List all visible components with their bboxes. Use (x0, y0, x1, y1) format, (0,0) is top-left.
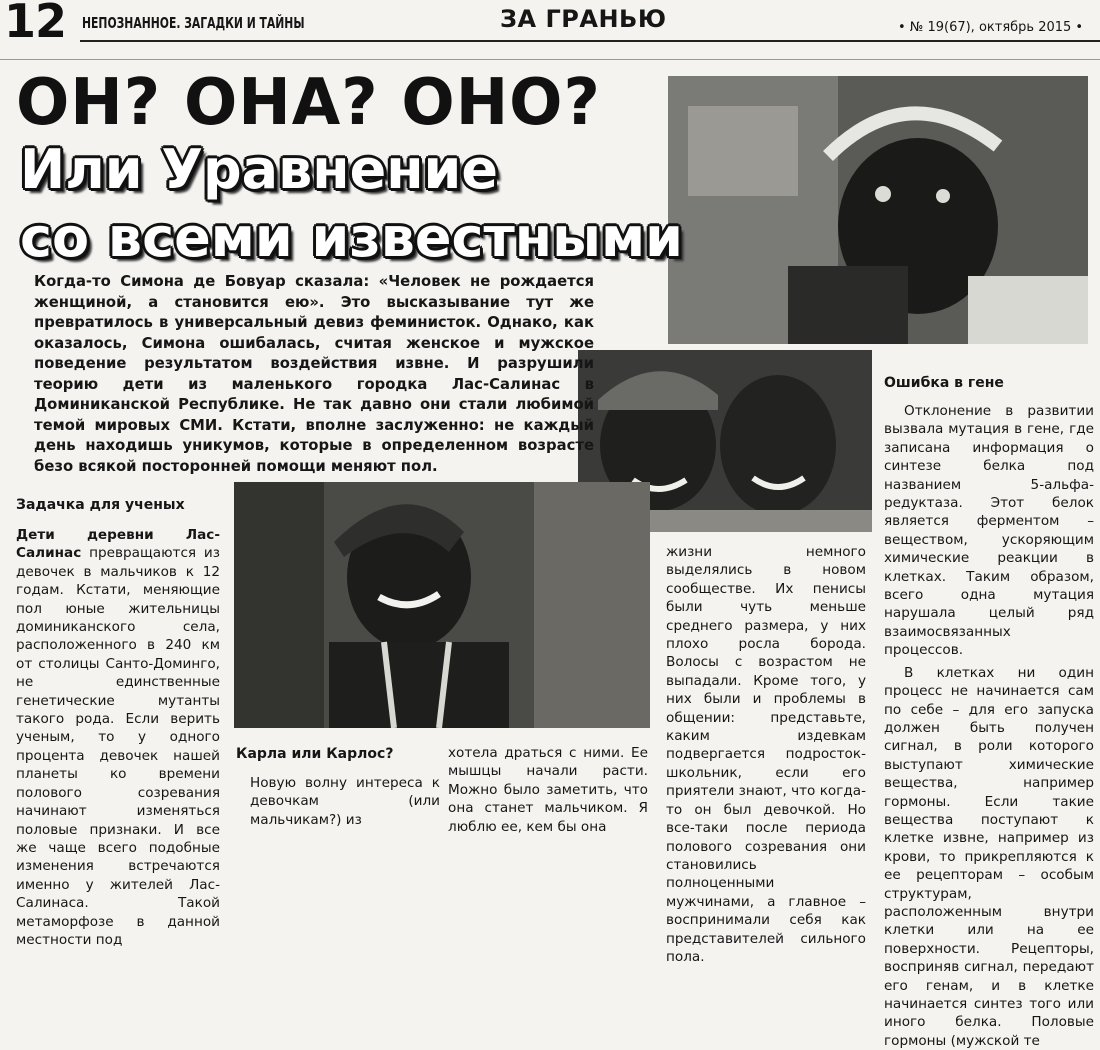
photo-girl-with-hairband (668, 76, 1088, 344)
article-column-5 (884, 402, 1094, 1050)
article-column-4: жизни немного выделялись в новом сообществе. Их пенисы были чуть меньше среднего размера, у них плохо росла борода. Волосы с возрастом не выпадали. Кроме того, у них были и проблемы в общении: представьте, каким издевкам подвергается подросток-школьник, если его приятели знают, что когда-то он был девочкой. Но все-таки после периода полового созревания они становились полноценными мужчинами, а главное – воспринимали себя как представителей сильного пола. (666, 544, 866, 965)
article-column-3: хотела драться с ними. Ее мышцы начали расти. Можно было заметить, что она станет мальчиком. Я люблю ее, кем бы она (448, 745, 648, 835)
top-divider (0, 59, 1100, 60)
headline-line-1: ОН? ОНА? ОНО? (16, 66, 601, 140)
subheading-gene-error: Ошибка в гене (884, 375, 1004, 391)
subheading-task-for-scientists: Задачка для ученых (16, 497, 185, 513)
subheading-karla-or-karlos: Карла или Карлос? (236, 746, 394, 762)
lead-paragraph: Когда-то Симона де Бовуар сказала: «Человек не рождается женщиной, а становится ею». Это высказывание тут же превратилось в универсальный девиз феминисток. Однако, как оказалось, Симона ошибалась, считая женское и мужское поведение результатом воздействия извне. И разрушили теорию дети из маленького городка Лас-Салинас в Доминиканской Республике. Не так давно они стали любимой темой мировых СМИ. Кстати, вполне заслуженно: не каждый день находишь уникумов, которые в определенном возрасте безо всякой посторонней помощи меняют пол. (34, 273, 594, 475)
section-title: ЗА ГРАНЬЮ (500, 5, 667, 33)
issue-info: • № 19(67), октябрь 2015 • (898, 20, 1084, 35)
header-rule (80, 40, 1100, 42)
publication-name: НЕПОЗНАННОЕ. ЗАГАДКИ И ТАЙНЫ (82, 14, 305, 32)
headline-line-3: со всеми известными (20, 206, 683, 269)
column-5-paragraph-2: В клетках ни один процесс не начинается сам по себе – для его запуска должен быть получен сигнал, в роли которого выступают химические вещества, например гормоны. Если такие вещества поступают к клетке извне, например из крови, то прикрепляются к ее рецепторам – особым структурам, расположенным внутри клетки или на ее поверхности. Рецепторы, восприняв сигнал, передают его генам, и в клетке начинается синтез того или иного белка. Половые гормоны (мужской те (884, 664, 1094, 1049)
photo-young-man-in-cap (234, 482, 650, 728)
page-number: 12 (4, 0, 67, 48)
column-5-paragraph-1: Отклонение в развитии вызвала мутация в гене, где записана информация о синтезе белка под названием 5-альфа-редуктаза. Этот белок является ферментом – веществом, ускоряющим химические реакции в клетках. Таким образом, всего одна мутация нарушала целый ряд взаимосвязанных процессов. (884, 403, 1094, 659)
column-1-lead: Дети деревни Лас-Салинас (16, 527, 220, 562)
article-column-2: Новую волну интереса к девочкам (или мальчикам?) из (250, 775, 440, 828)
headline-line-2: Или Уравнение (20, 138, 498, 201)
article-column-1 (16, 526, 220, 949)
column-1-text: превращаются из девочек в мальчиков к 12 годам. Кстати, меняющие пол юные жительницы доминиканского села, расположенного в 240 км от столицы Санто-Доминго, не единственные генетические мутанты такого рода. Если верить ученым, то у одного процента девочек нашей планеты ко времени полового созревания начинают изменяться половые признаки. И все же чаще всего подобные изменения встречаются именно у жителей Лас-Салинаса. Такой метаморфозе в данной местности под (16, 545, 220, 948)
